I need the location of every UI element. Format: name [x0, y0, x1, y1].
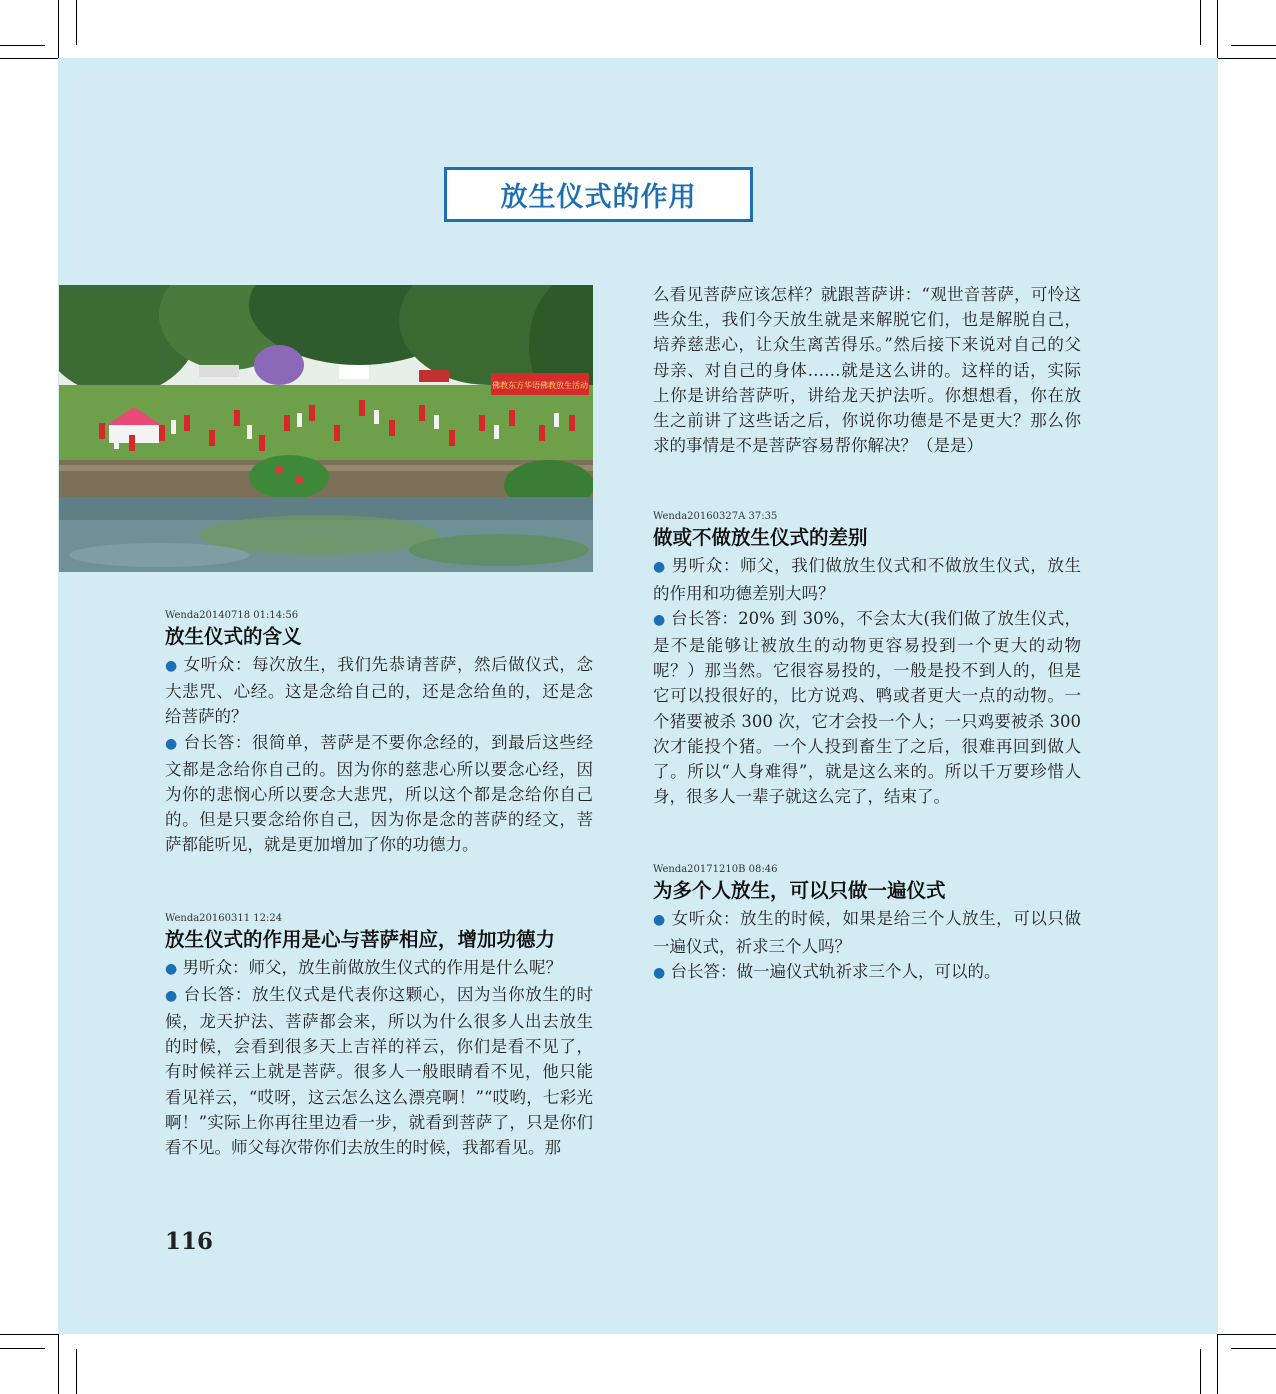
crop-mark	[0, 1348, 45, 1349]
paragraph: ● 男听众：师父，我们做放生仪式和不做放生仪式，放生的作用和功德差别大吗？	[653, 556, 1082, 603]
page-number: 116	[165, 1228, 214, 1255]
page-title: 放生仪式的作用	[500, 182, 697, 213]
paragraph: ● 女听众：每次放生，我们先恭请菩萨，然后做仪式，念大悲咒、心经。这是念给自己的，还是念给鱼的，还是念给菩萨的？	[165, 655, 594, 727]
bullet-icon: ●	[165, 658, 178, 674]
section-3	[653, 510, 1081, 809]
crop-mark	[1200, 1349, 1201, 1394]
section-ref: Wenda20140718 01:14:56	[165, 610, 299, 621]
crop-mark	[1200, 0, 1201, 45]
crop-mark	[1217, 0, 1218, 58]
photo-release-ceremony	[59, 285, 593, 572]
section-heading: 为多个人放生，可以只做一遍仪式	[653, 879, 946, 903]
paragraph: ● 台长答：20% 到 30%，不会太大(我们做了放生仪式，是不是能够让被放生的动物更容易投到一个更大的动物呢？）那当然。它很容易投的，一般是投不到人的，但是它可以投很好的，比方说鸡、鸭或者更大一点的动物。一个猪要被杀 300 次，它才会投一个人；一只鸡要被杀 300 次才能投个猪。一个人投到畜生了之后，很难再回到做人了。所以“人身难得”，就是这么来的。所以千万要珍惜人身，很多人一辈子就这么完了，结束了。	[653, 608, 1081, 807]
crop-mark	[1231, 1348, 1276, 1349]
bullet-icon: ●	[165, 987, 178, 1004]
section-ref: Wenda20160327A 37:35	[653, 511, 778, 523]
crop-mark	[0, 1334, 58, 1335]
section-heading: 放生仪式的作用是心与菩萨相应，增加功德力	[165, 927, 556, 951]
bullet-icon: ●	[653, 964, 666, 981]
section-1	[165, 609, 593, 858]
section-heading: 放生仪式的含义	[165, 625, 302, 648]
title-box	[444, 167, 753, 222]
photo-illustration	[59, 285, 593, 572]
section-ref: Wenda20160311 12:24	[165, 912, 283, 924]
bullet-icon: ●	[165, 960, 178, 977]
crop-mark	[58, 1334, 59, 1394]
crop-mark	[58, 0, 59, 58]
paragraph: ● 台长答：放生仪式是代表你这颗心，因为当你放生的时候，龙天护法、菩萨都会来，所以为什么很多人出去放生的时候，会看到很多天上吉祥的祥云，你们是看不见了，有时候祥云上就是菩萨。很多人一般眼睛看不见，他只能看见祥云，“哎呀，这云怎么这么漂亮啊！”“哎哟，七彩光啊！”实际上你再往里边看一步，就看到菩萨了，只是你们看不见。师父每次带你们去放生的时候，我都看见。那	[165, 984, 594, 1158]
banner-text: 佛教东方华语佛教放生活动	[492, 381, 588, 390]
bullet-icon: ●	[653, 559, 666, 576]
crop-mark	[76, 1349, 77, 1394]
crop-mark	[76, 0, 77, 45]
crop-mark	[1217, 1334, 1218, 1394]
paragraph: ● 男听众：师父，放生前做放生仪式的作用是什么呢？	[165, 957, 562, 977]
section-heading: 做或不做放生仪式的差别	[653, 526, 868, 550]
section-2	[165, 912, 593, 1161]
crop-mark	[1231, 45, 1276, 46]
right-column	[653, 282, 1081, 986]
paragraph: ● 台长答：做一遍仪式轨祈求三个人，可以的。	[653, 961, 1001, 981]
continued-paragraph: 么看见菩萨应该怎样？就跟菩萨讲：“观世音菩萨，可怜这些众生，我们今天放生就是来解脱它们，也是解脱自己，培养慈悲心，让众生离苦得乐。”然后接下来说对自己的父母亲、对自己的身体……就是这么讲的。这样的话，实际上你是讲给菩萨听，讲给龙天护法听。你想想看，你在放生之前讲了这些话之后，你说你功德是不是更大？那么你求的事情是不是菩萨容易帮你解决？（是是）	[653, 285, 1081, 456]
paragraph: ● 台长答：很简单，菩萨是不要你念经的，到最后这些经文都是念给你自己的。因为你的慈悲心所以要念心经，因为你的悲悯心所以要念大悲咒，所以这个都是念给你自己的。但是只要念给你自己，因为你是念的菩萨的经文，菩萨都能听见，就是更加增加了你的功德力。	[165, 732, 594, 855]
section-4	[653, 863, 1081, 986]
crop-mark	[0, 45, 45, 46]
bullet-icon: ●	[165, 735, 178, 752]
crop-mark	[1218, 58, 1276, 59]
crop-mark	[0, 58, 58, 59]
left-column	[165, 609, 593, 1160]
paragraph: ● 女听众：放生的时候，如果是给三个人放生，可以只做一遍仪式，祈求三个人吗？	[653, 909, 1082, 956]
crop-mark	[1218, 1334, 1276, 1335]
section-ref: Wenda20171210B 08:46	[653, 864, 778, 876]
bullet-icon: ●	[653, 912, 666, 929]
bullet-icon: ●	[653, 611, 666, 628]
